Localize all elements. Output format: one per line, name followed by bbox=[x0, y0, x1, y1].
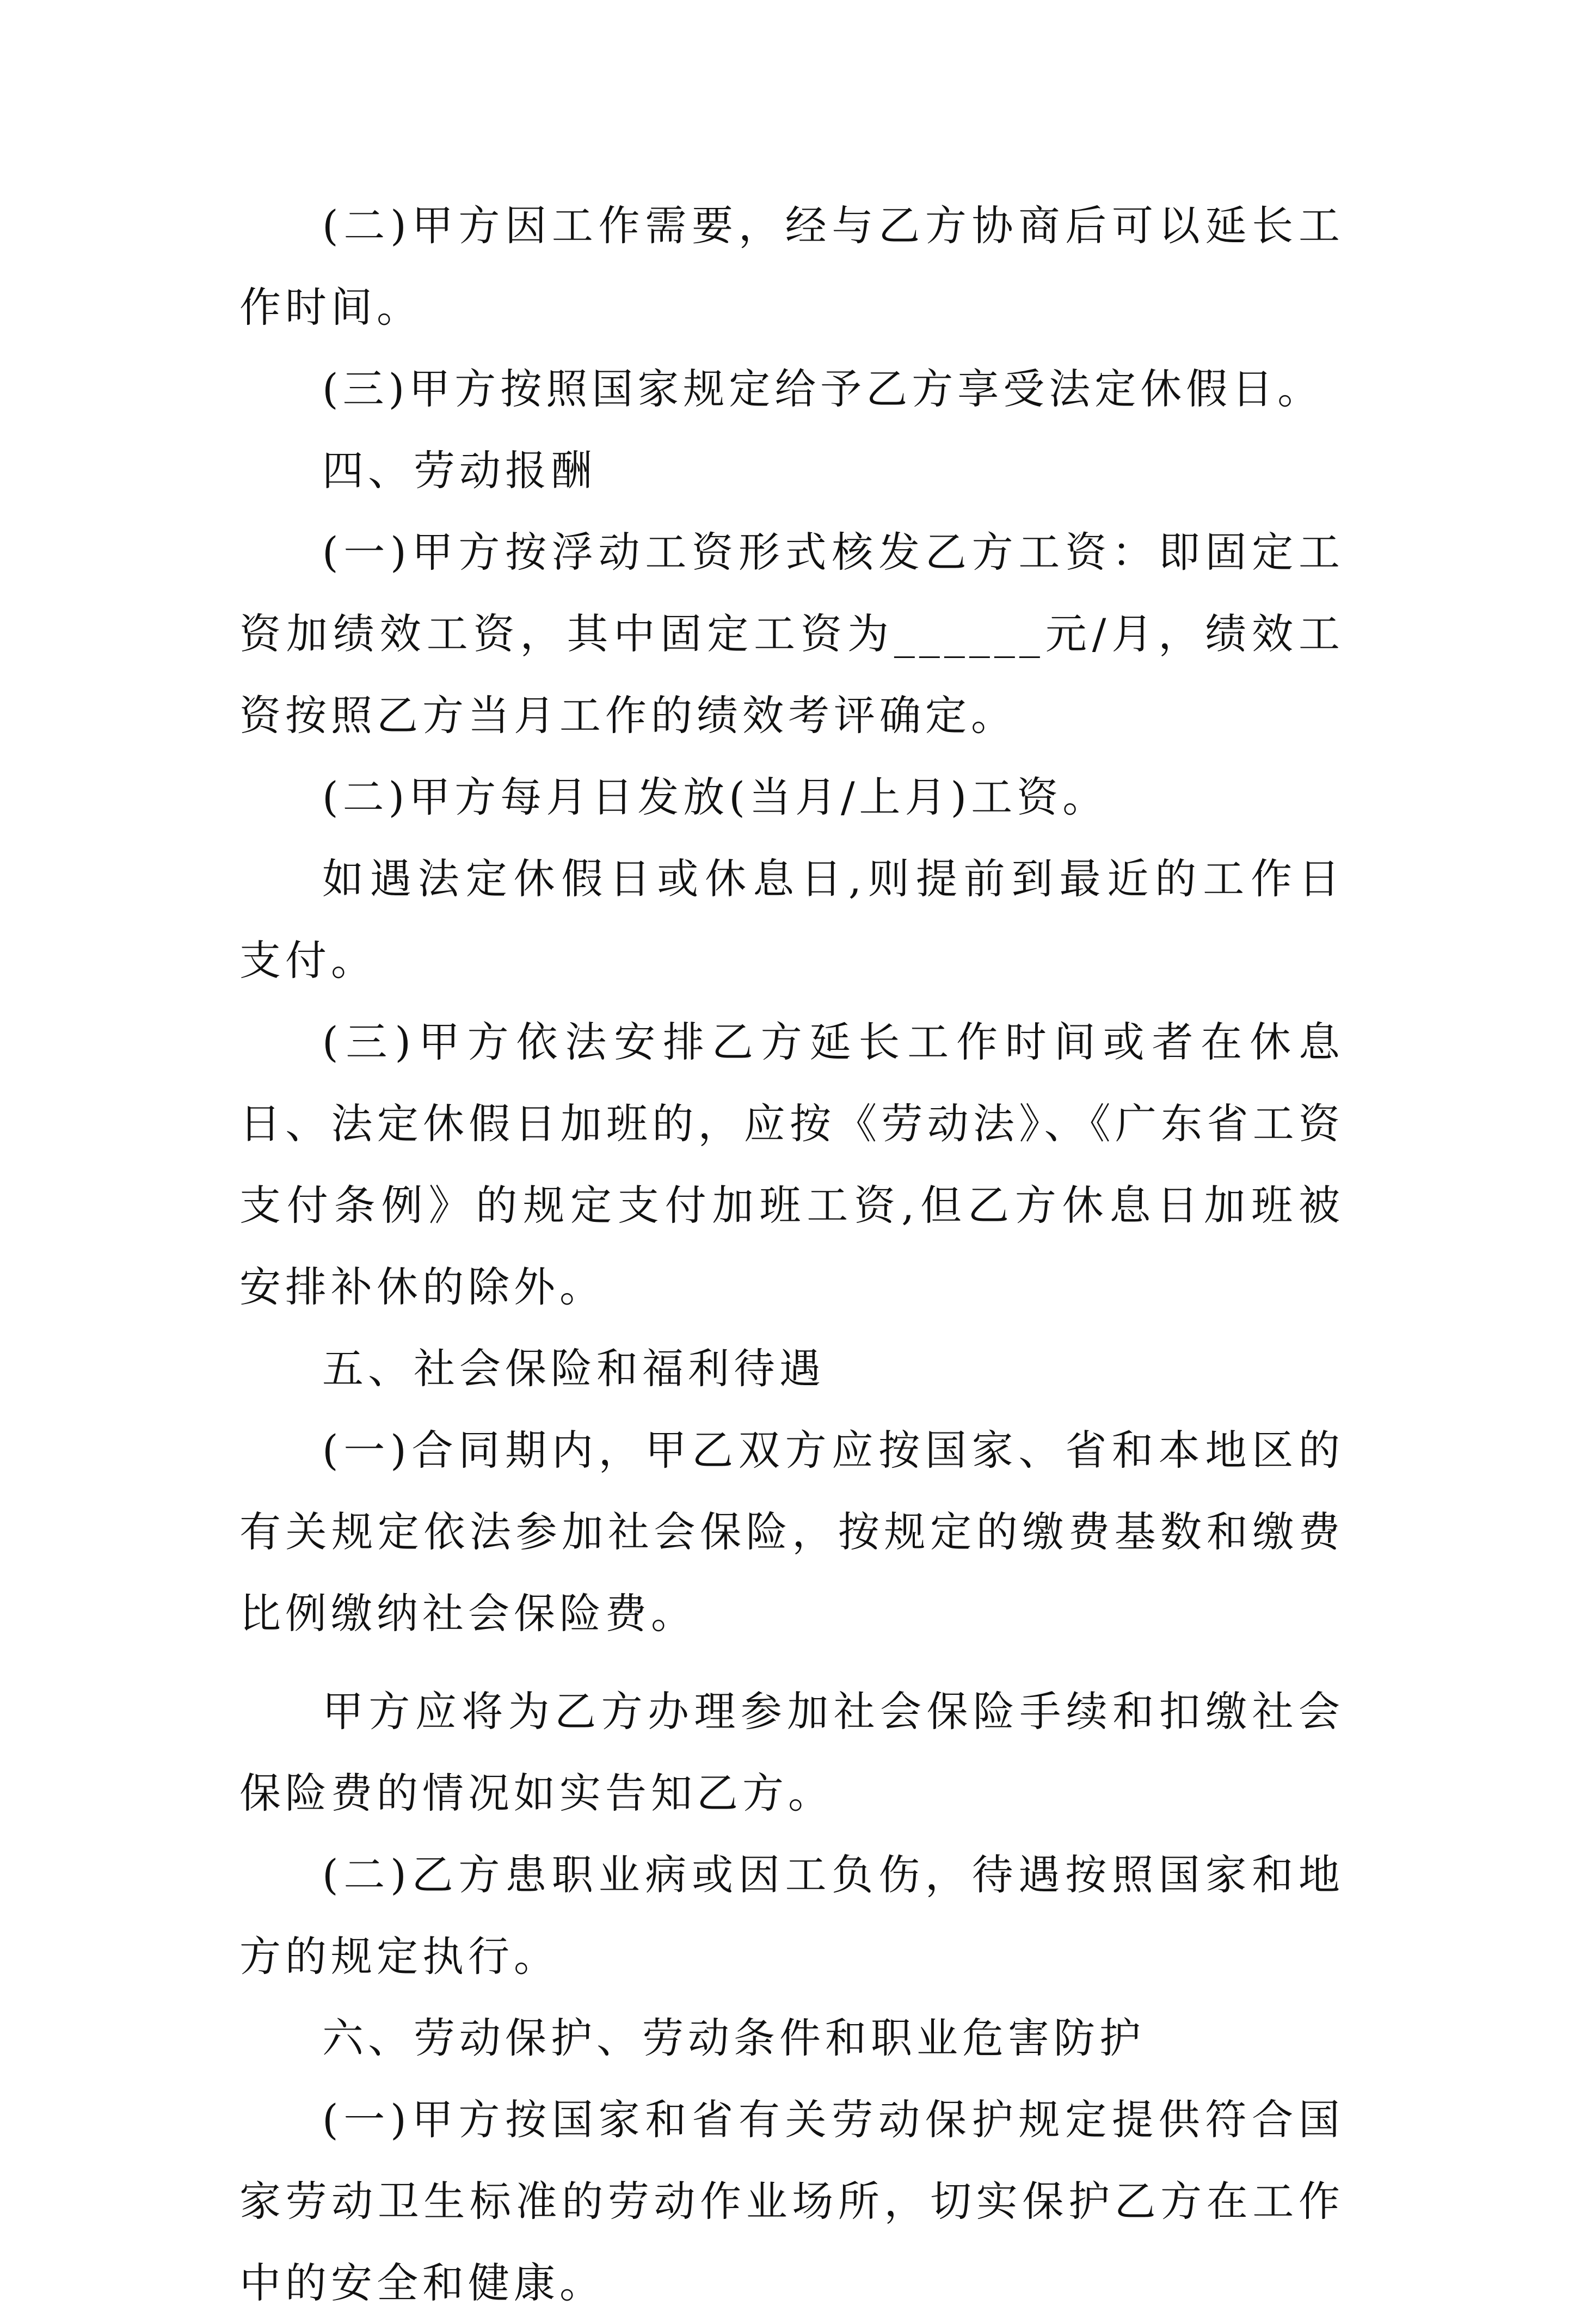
paragraph-overtime-pay: (三)甲方依法安排乙方延长工作时间或者在休息日、法定休假日加班的，应按《劳动法》、《广东省工资支付条例》的规定支付加班工资,但乙方休息日加班被安排补休的除外。 bbox=[239, 1018, 1344, 1311]
section-heading-labor-remuneration: 四、劳动报酬 bbox=[322, 446, 596, 495]
paragraph-statutory-holidays: (三)甲方按照国家规定给予乙方享受法定休假日。 bbox=[322, 365, 1324, 413]
paragraph-floating-wage: (一)甲方按浮动工资形式核发乙方工资：即固定工资加绩效工资，其中固定工资为______元/月，绩效工资按照乙方当月工作的绩效考评确定。 bbox=[239, 528, 1344, 740]
section-heading-labor-protection: 六、劳动保护、劳动条件和职业危害防护 bbox=[322, 2014, 1145, 2062]
paragraph-extend-working-hours: (二)甲方因工作需要，经与乙方协商后可以延长工作时间。 bbox=[239, 201, 1344, 331]
paragraph-insurance-notice: 甲方应将为乙方办理参加社会保险手续和扣缴社会保险费的情况如实告知乙方。 bbox=[239, 1687, 1344, 1817]
paragraph-workplace-safety: (一)甲方按国家和省有关劳动保护规定提供符合国家劳动卫生标准的劳动作业场所，切实保护乙方在工作中的安全和健康。 bbox=[239, 2095, 1344, 2307]
paragraph-holiday-payment: 如遇法定休假日或休息日,则提前到最近的工作日支付。 bbox=[239, 854, 1344, 985]
paragraph-occupational-injury: (二)乙方患职业病或因工负伤，待遇按照国家和地方的规定执行。 bbox=[239, 1850, 1344, 1981]
section-heading-social-insurance: 五、社会保险和福利待遇 bbox=[322, 1344, 825, 1393]
document-body bbox=[239, 185, 1344, 2324]
paragraph-pay-date: (二)甲方每月日发放(当月/上月)工资。 bbox=[322, 773, 1109, 821]
paragraph-social-insurance: (一)合同期内，甲乙双方应按国家、省和本地区的有关规定依法参加社会保险，按规定的缴费基数和缴费比例缴纳社会保险费。 bbox=[239, 1426, 1344, 1638]
